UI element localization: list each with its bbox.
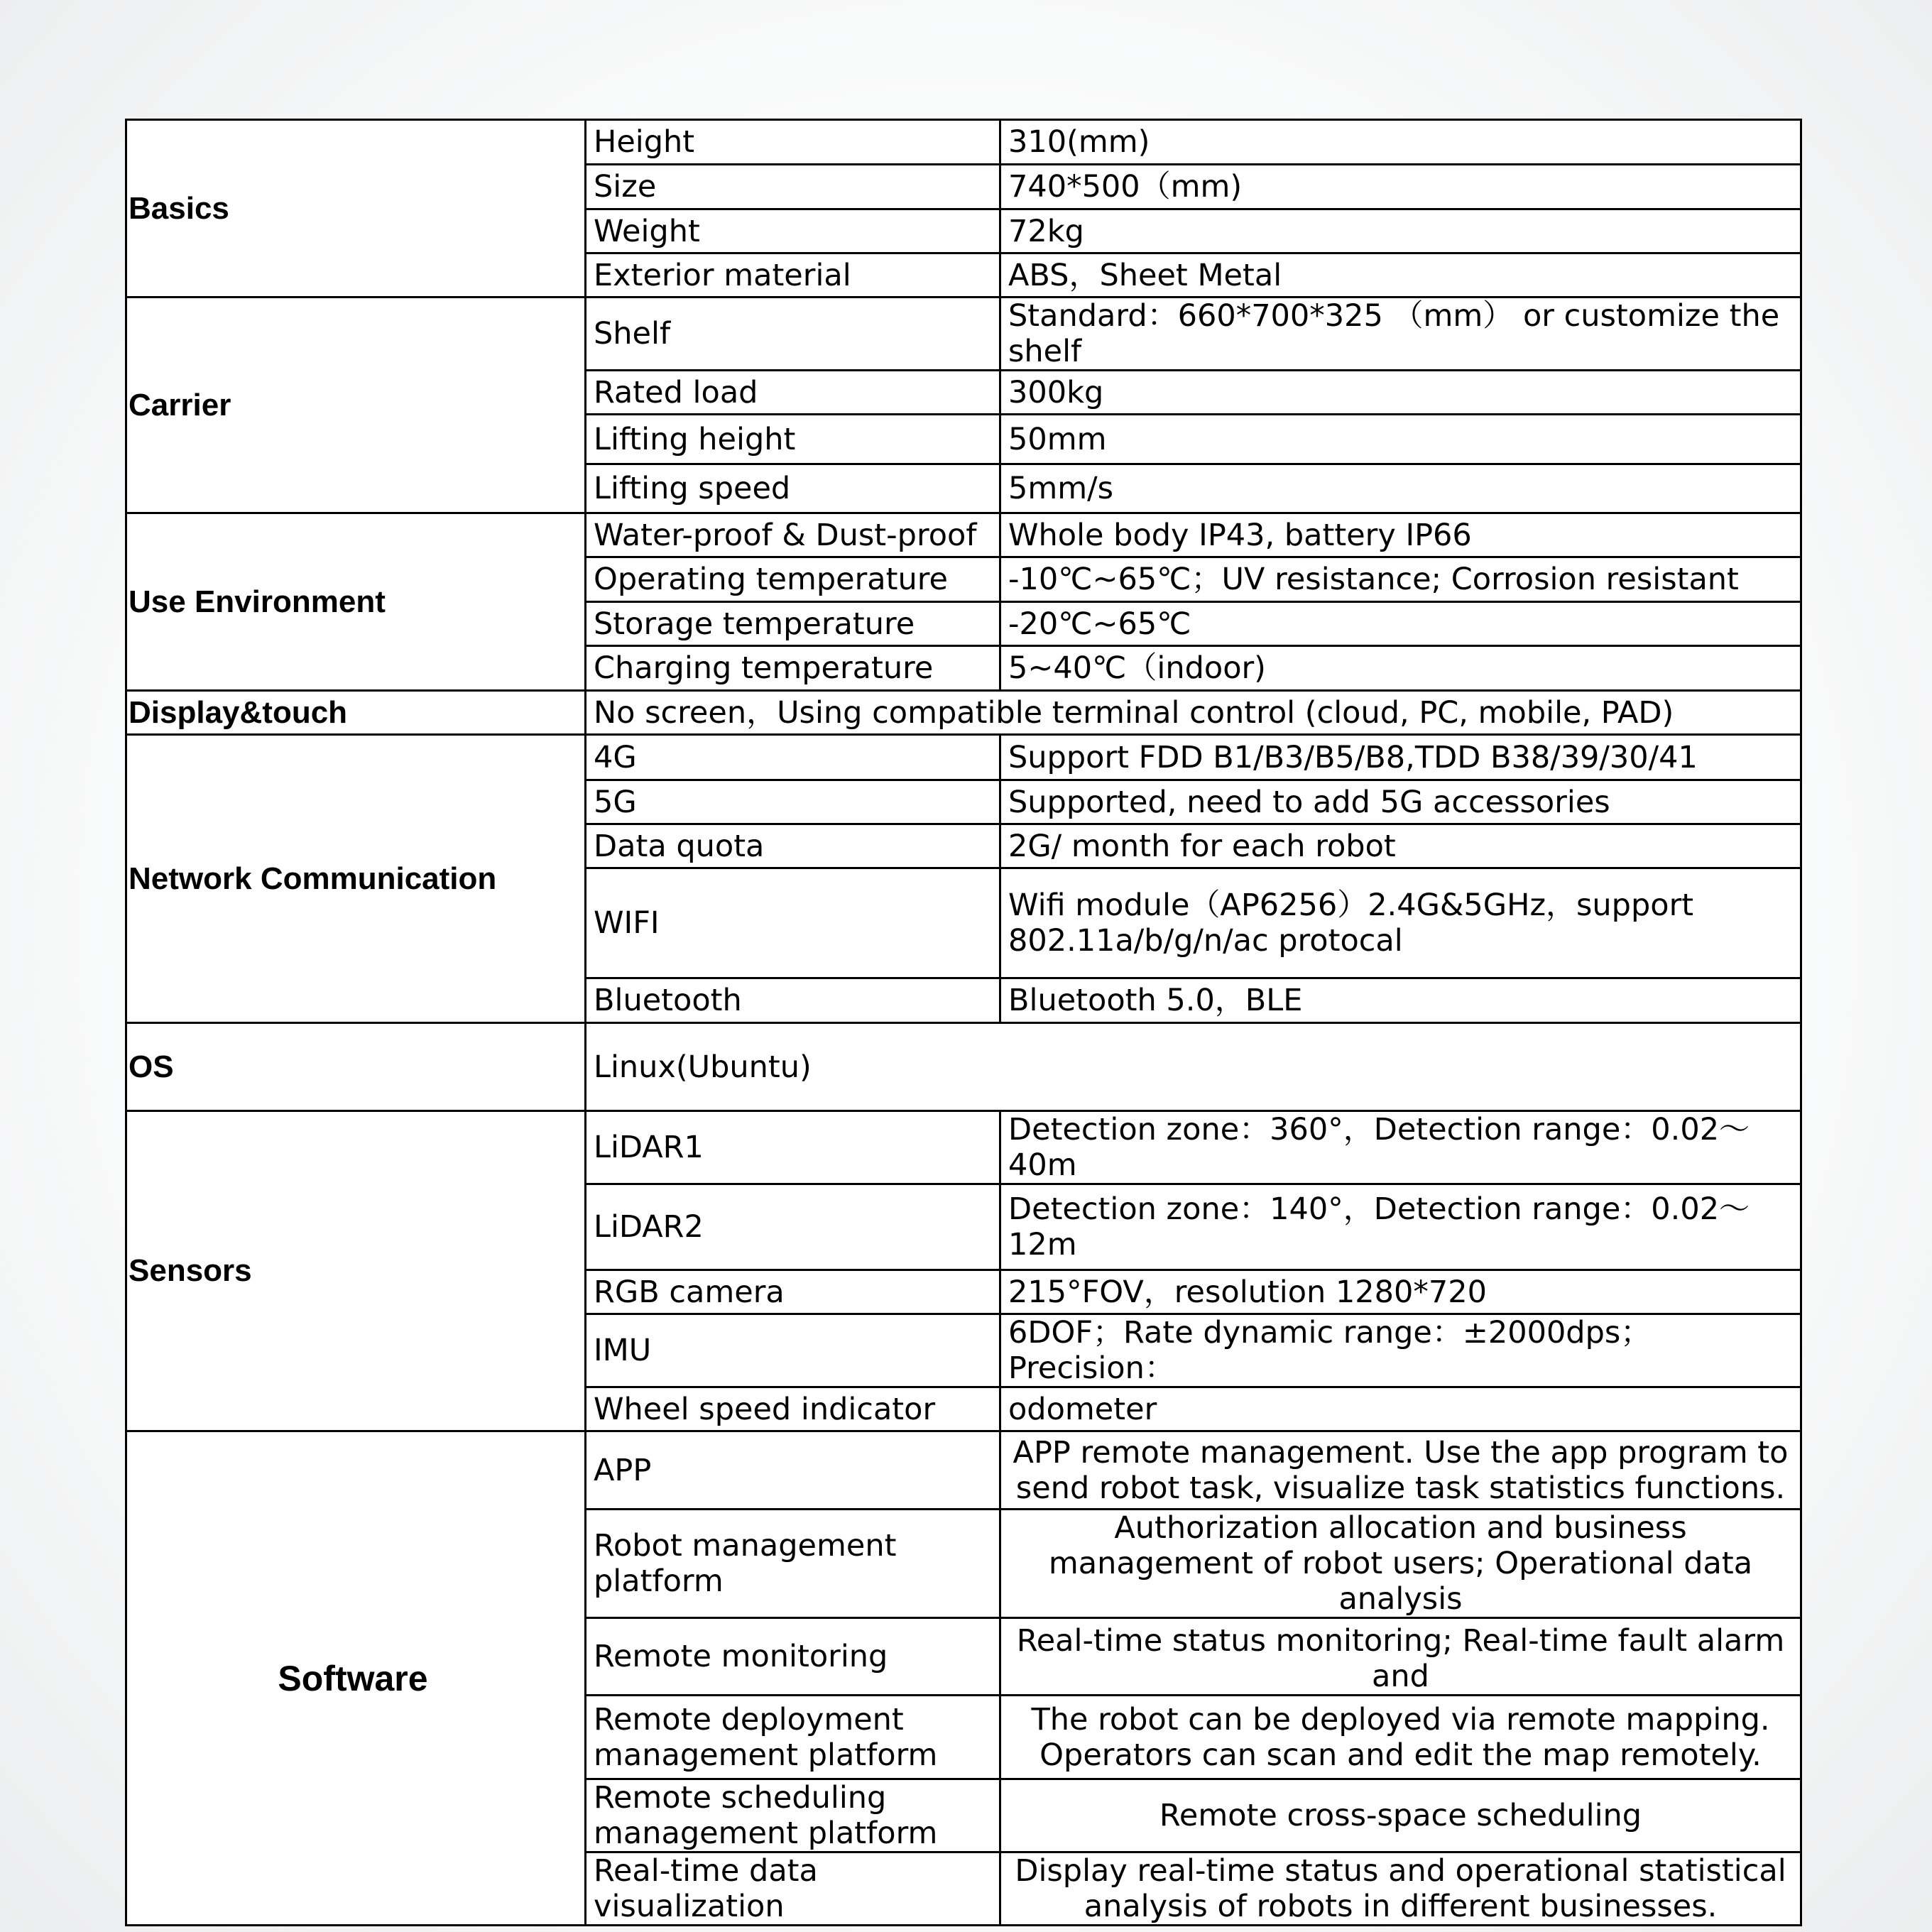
spec-label: Real-time data visualization xyxy=(586,1852,1000,1926)
category-use-environment: Use Environment xyxy=(126,513,586,691)
spec-value: 5mm/s xyxy=(1000,464,1801,513)
spec-label: Weight xyxy=(586,209,1000,253)
spec-value: odometer xyxy=(1000,1387,1801,1431)
category-display-touch: Display&touch xyxy=(126,691,586,735)
spec-label: 4G xyxy=(586,735,1000,780)
spec-value: 50mm xyxy=(1000,415,1801,464)
spec-label: Data quota xyxy=(586,824,1000,868)
spec-value: 2G/ month for each robot xyxy=(1000,824,1801,868)
spec-value: Support FDD B1/B3/B5/B8,TDD B38/39/30/41 xyxy=(1000,735,1801,780)
spec-label: Size xyxy=(586,165,1000,209)
category-sensors: Sensors xyxy=(126,1111,586,1431)
spec-value: Authorization allocation and business management of robot users; Operational data analysis xyxy=(1000,1510,1801,1618)
spec-value: Whole body IP43, battery IP66 xyxy=(1000,513,1801,557)
spec-label: IMU xyxy=(586,1314,1000,1387)
spec-label: Remote monitoring xyxy=(586,1618,1000,1696)
spec-label: Lifting speed xyxy=(586,464,1000,513)
category-basics: Basics xyxy=(126,120,586,298)
spec-value: Linux(Ubuntu) xyxy=(586,1023,1801,1111)
spec-label: Robot management platform xyxy=(586,1510,1000,1618)
spec-value: APP remote management. Use the app program to send robot task, visualize task statistics functions. xyxy=(1000,1431,1801,1510)
table-row xyxy=(126,513,1801,557)
spec-value: 215°FOV，resolution 1280*720 xyxy=(1000,1270,1801,1314)
category-os: OS xyxy=(126,1023,586,1111)
spec-label: RGB camera xyxy=(586,1270,1000,1314)
spec-value: The robot can be deployed via remote mapping. Operators can scan and edit the map remotely. xyxy=(1000,1696,1801,1779)
spec-value: Display real-time status and operational statistical analysis of robots in different businesses. xyxy=(1000,1852,1801,1926)
table-row xyxy=(126,691,1801,735)
spec-value: Bluetooth 5.0，BLE xyxy=(1000,978,1801,1023)
spec-table xyxy=(125,119,1802,1926)
spec-value: Real-time status monitoring; Real-time fault alarm and xyxy=(1000,1618,1801,1696)
spec-value: Remote cross-space scheduling xyxy=(1000,1779,1801,1852)
spec-value: Supported, need to add 5G accessories xyxy=(1000,780,1801,824)
spec-label: Water-proof & Dust-proof xyxy=(586,513,1000,557)
spec-value: 300kg xyxy=(1000,371,1801,415)
spec-value: Standard：660*700*325 （mm） or customize the shelf xyxy=(1000,298,1801,371)
table-row xyxy=(126,735,1801,780)
category-carrier: Carrier xyxy=(126,298,586,513)
spec-value: 740*500（mm) xyxy=(1000,165,1801,209)
table-row xyxy=(126,298,1801,371)
spec-label: Lifting height xyxy=(586,415,1000,464)
spec-value: -10℃~65℃；UV resistance; Corrosion resistant xyxy=(1000,557,1801,602)
spec-value: No screen，Using compatible terminal control (cloud, PC, mobile, PAD) xyxy=(586,691,1801,735)
category-software: Software xyxy=(126,1431,586,1926)
table-row xyxy=(126,1431,1801,1510)
spec-label: Remote deployment management platform xyxy=(586,1696,1000,1779)
spec-label: Height xyxy=(586,120,1000,165)
spec-value: Wifi module（AP6256）2.4G&5GHz，support 802.11a/b/g/n/ac protocal xyxy=(1000,868,1801,978)
spec-value: 5~40℃（indoor) xyxy=(1000,646,1801,691)
spec-label: Wheel speed indicator xyxy=(586,1387,1000,1431)
spec-value: 6DOF；Rate dynamic range：±2000dps；Precision： xyxy=(1000,1314,1801,1387)
spec-label: LiDAR2 xyxy=(586,1184,1000,1270)
spec-label: Exterior material xyxy=(586,253,1000,298)
spec-label: Charging temperature xyxy=(586,646,1000,691)
spec-value: 310(mm) xyxy=(1000,120,1801,165)
table-row xyxy=(126,1111,1801,1184)
spec-label: WIFI xyxy=(586,868,1000,978)
category-network-communication: Network Communication xyxy=(126,735,586,1023)
spec-label: APP xyxy=(586,1431,1000,1510)
spec-value: -20℃~65℃ xyxy=(1000,602,1801,646)
spec-label: Operating temperature xyxy=(586,557,1000,602)
spec-label: Rated load xyxy=(586,371,1000,415)
spec-label: Storage temperature xyxy=(586,602,1000,646)
spec-label: Shelf xyxy=(586,298,1000,371)
spec-value: 72kg xyxy=(1000,209,1801,253)
spec-value: ABS，Sheet Metal xyxy=(1000,253,1801,298)
spec-label: LiDAR1 xyxy=(586,1111,1000,1184)
table-row xyxy=(126,120,1801,165)
spec-label: Remote scheduling management platform xyxy=(586,1779,1000,1852)
spec-label: 5G xyxy=(586,780,1000,824)
spec-label: Bluetooth xyxy=(586,978,1000,1023)
spec-value: Detection zone：360°，Detection range：0.02～40m xyxy=(1000,1111,1801,1184)
table-row xyxy=(126,1023,1801,1111)
spec-value: Detection zone：140°，Detection range：0.02～12m xyxy=(1000,1184,1801,1270)
